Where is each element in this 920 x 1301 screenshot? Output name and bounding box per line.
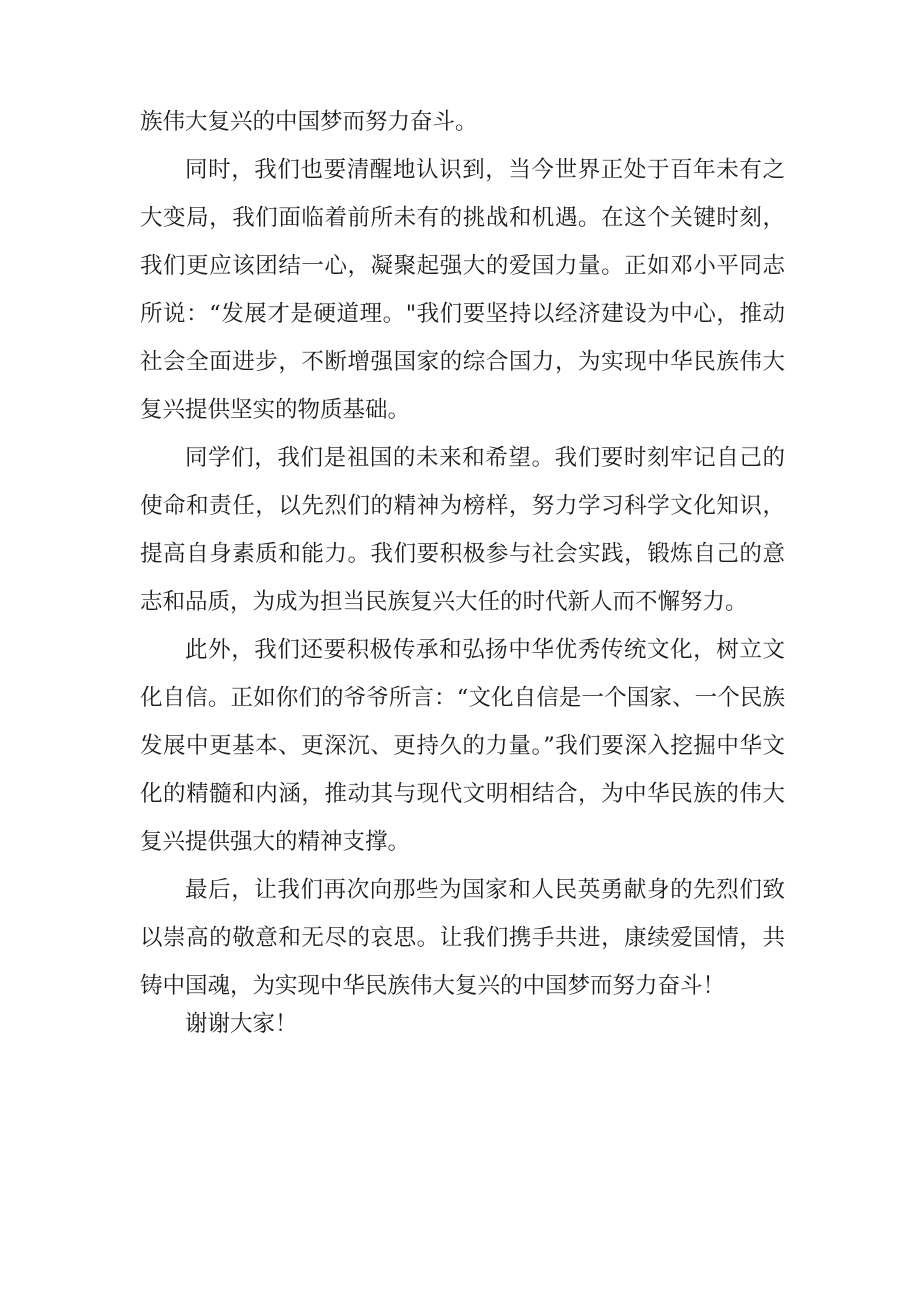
paragraph-continuation: 族伟大复兴的中国梦而努力奋斗。 (140, 109, 478, 135)
paragraph-conclusion: 最后，让我们再次向那些为国家和人民英勇献身的先烈们致以崇高的敬意和无尽的哀思。让我们携手共进，康续爱国情，共铸中国魂，为实现中华民族伟大复兴的中国梦而努力奋斗！ (140, 877, 785, 999)
closing-thanks: 谢谢大家！ (185, 1011, 298, 1037)
speech-body (140, 98, 785, 1044)
paragraph-world-situation: 同时，我们也要清醒地认识到，当今世界正处于百年未有之大变局，我们面临着前所未有的挑战和机遇。在这个关键时刻，我们更应该团结一心，凝聚起强大的爱国力量。正如邓小平同志所说：“发展才是硬道理。"我们要坚持以经济建设为中心，推动社会全面进步，不断增强国家的综合国力，为实现中华民族伟大复兴提供坚实的物质基础。 (140, 157, 785, 423)
paragraph-culture: 此外，我们还要积极传承和弘扬中华优秀传统文化，树立文化自信。正如你们的爷爷所言：“文化自信是一个国家、一个民族发展中更基本、更深沉、更持久的力量。”我们要深入挖掘中华文化的精髓和内涵，推动其与现代文明相结合，为中华民族的伟大复兴提供强大的精神支撑。 (140, 637, 785, 855)
paragraph-students: 同学们，我们是祖国的未来和希望。我们要时刻牢记自己的使命和责任，以先烈们的精神为榜样，努力学习科学文化知识，提高自身素质和能力。我们要积极参与社会实践，锻炼自己的意志和品质，为成为担当民族复兴大任的时代新人而不懈努力。 (140, 445, 785, 615)
